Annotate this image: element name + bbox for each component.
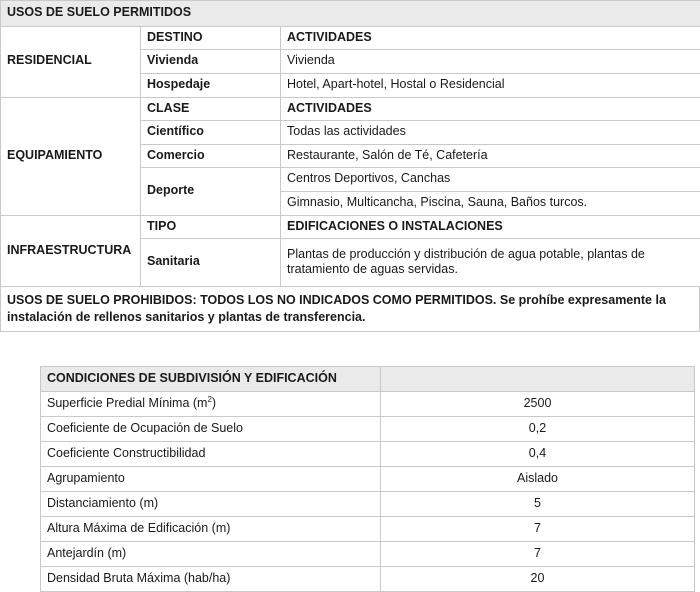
row-label-cientifico: Científico [141,121,281,145]
condition-label-tail: ) [212,396,216,410]
condition-label-distanciamiento: Distanciamiento (m) [41,491,381,516]
condition-label-superficie-predial-minima [41,391,381,416]
row-label-vivienda: Vivienda [141,50,281,74]
row-value-hospedaje: Hotel, Apart-hotel, Hostal o Residencial [281,73,700,97]
col-header-tipo: TIPO [141,215,281,239]
row-value-sanitaria: Plantas de producción y distribución de agua potable, plantas de tratamiento de aguas servidas. [281,239,700,287]
col-header-actividades-equipamiento: ACTIVIDADES [281,97,700,121]
row-value-deporte-2: Gimnasio, Multicancha, Piscina, Sauna, Baños turcos. [281,192,700,216]
condition-label-altura-maxima: Altura Máxima de Edificación (m) [41,516,381,541]
table-row [41,566,695,591]
table-row [41,541,695,566]
condition-label-agrupamiento: Agrupamiento [41,466,381,491]
condition-value-densidad-bruta-maxima: 20 [381,566,695,591]
col-header-edificaciones: EDIFICACIONES O INSTALACIONES [281,215,700,239]
row-value-vivienda: Vivienda [281,50,700,74]
table-row [1,215,700,239]
table-row [41,441,695,466]
row-label-sanitaria: Sanitaria [141,239,281,287]
row-value-deporte-1: Centros Deportivos, Canchas [281,168,700,192]
table-row [41,516,695,541]
col-header-actividades-residencial: ACTIVIDADES [281,26,700,50]
conditions-title-value [381,366,695,391]
permitted-uses-title-row [1,1,700,27]
condition-label-antejardin: Antejardín (m) [41,541,381,566]
row-label-hospedaje: Hospedaje [141,73,281,97]
permitted-land-uses-table [0,0,700,287]
subdivision-conditions-table [40,366,695,592]
prohibited-uses-note: USOS DE SUELO PROHIBIDOS: TODOS LOS NO INDICADOS COMO PERMITIDOS. Se prohíbe expresamente la instalación de rellenos sanitarios y plantas de transferencia. [0,287,700,332]
col-header-clase: CLASE [141,97,281,121]
row-label-deporte: Deporte [141,168,281,215]
condition-value-agrupamiento: Aislado [381,466,695,491]
condition-value-antejardin: 7 [381,541,695,566]
row-label-comercio: Comercio [141,144,281,168]
condition-value-superficie-predial-minima: 2500 [381,391,695,416]
section-spacer [0,332,700,366]
condition-value-coeficiente-ocupacion: 0,2 [381,416,695,441]
table-row [1,26,700,50]
condition-label-text: Superficie Predial Mínima (m [47,396,207,410]
condition-value-altura-maxima: 7 [381,516,695,541]
conditions-title: CONDICIONES DE SUBDIVISIÓN Y EDIFICACIÓN [41,366,381,391]
col-header-destino: DESTINO [141,26,281,50]
condition-value-distanciamiento: 5 [381,491,695,516]
category-residencial: RESIDENCIAL [1,26,141,97]
permitted-uses-title: USOS DE SUELO PERMITIDOS [1,1,700,27]
row-value-comercio: Restaurante, Salón de Té, Cafetería [281,144,700,168]
condition-value-coeficiente-constructibilidad: 0,4 [381,441,695,466]
table-row [1,97,700,121]
category-equipamiento: EQUIPAMIENTO [1,97,141,215]
conditions-header-row [41,366,695,391]
category-infraestructura: INFRAESTRUCTURA [1,215,141,287]
row-value-cientifico: Todas las actividades [281,121,700,145]
condition-label-densidad-bruta-maxima: Densidad Bruta Máxima (hab/ha) [41,566,381,591]
condition-label-coeficiente-ocupacion: Coeficiente de Ocupación de Suelo [41,416,381,441]
table-row [41,416,695,441]
condition-label-coeficiente-constructibilidad: Coeficiente Constructibilidad [41,441,381,466]
subdivision-conditions-section [0,366,700,592]
table-row [41,491,695,516]
condition-label-superscript: 2 [207,395,211,404]
table-row [41,466,695,491]
table-row [41,391,695,416]
